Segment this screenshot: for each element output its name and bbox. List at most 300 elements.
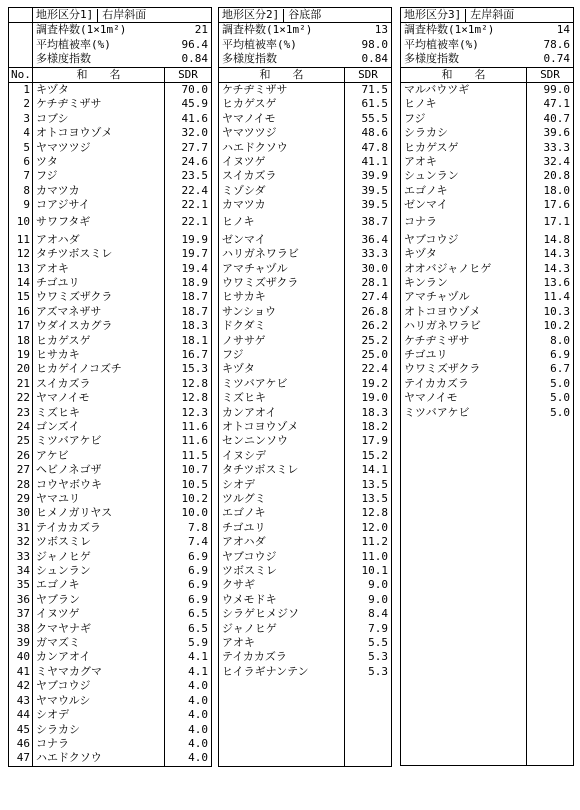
row-number: 2 [9,97,33,111]
table-row [9,169,212,183]
sdr-value: 11.6 [165,420,212,434]
blank-cell [219,751,345,766]
blank-cell [219,679,345,693]
row-number: 16 [9,305,33,319]
blank-cell [527,449,574,463]
sdr-value: 71.5 [345,83,392,98]
sdr-value: 19.9 [165,233,212,247]
species-name: ツボスミレ [222,564,277,578]
sdr-value: 7.4 [165,535,212,549]
species-name: ウワミズザクラ [222,275,299,289]
meta-label: 平均植被率(%) [36,37,111,51]
column-header-row [219,67,392,82]
species-name: ツボスミレ [36,535,91,549]
table-row [401,406,574,420]
blank-cell [401,737,527,751]
species-name: タチツボスミレ [222,463,299,477]
blank-cell [401,665,527,679]
blank-cell [401,535,527,549]
species-name: ウワミズザクラ [36,290,113,304]
empty-row [401,593,574,607]
table-row [219,362,392,376]
row-number: 24 [9,420,33,434]
meta-row [401,23,574,38]
species-name: ヒカゲスゲ [404,140,459,154]
table-row [401,377,574,391]
table-row [219,622,392,636]
table-row [219,593,392,607]
table-row [9,319,212,333]
sdr-value: 18.7 [165,305,212,319]
table-row [401,233,574,247]
row-number: 47 [9,751,33,766]
empty-row [401,549,574,563]
table-row [219,607,392,621]
sdr-value: 25.2 [345,334,392,348]
blank-cell [527,636,574,650]
table-row [219,126,392,140]
sdr-value: 17.6 [527,198,574,212]
region-label: 地形区分2] [222,8,280,21]
table-row [9,506,212,520]
table-row [9,607,212,621]
region-row [401,8,574,23]
sdr-value: 11.0 [345,550,392,564]
blank-cell [9,38,33,52]
table-row [9,155,212,169]
species-name: サワフタギ [36,215,91,229]
blank-cell [527,737,574,751]
table-row [9,126,212,140]
sdr-value: 45.9 [165,97,212,111]
row-number: 22 [9,391,33,405]
species-name: ミズヒキ [36,405,80,419]
table-row [9,198,212,212]
sdr-value: 10.5 [165,478,212,492]
species-name: イヌシデ [222,448,266,462]
sdr-value: 27.4 [345,290,392,304]
row-number: 35 [9,578,33,592]
sdr-value: 70.0 [165,83,212,98]
row-number: 23 [9,406,33,420]
table-row [9,184,212,198]
table-row [9,262,212,276]
row-number: 26 [9,449,33,463]
table-row [219,290,392,304]
sdr-value: 41.1 [345,155,392,169]
meta-label: 多様度指数 [33,52,165,67]
blank-cell [527,478,574,492]
sdr-value: 7.9 [345,622,392,636]
table-row [9,276,212,290]
sdr-value: 39.9 [345,169,392,183]
table-row [9,305,212,319]
empty-row [401,521,574,535]
species-name: エゴノキ [36,578,80,592]
species-name: ヤマウルシ [36,693,91,707]
sdr-header: SDR [165,67,212,82]
sdr-value: 11.4 [527,290,574,304]
species-name: ヤブラン [36,592,80,606]
species-name: ヒカゲスゲ [36,333,91,347]
table-row [9,578,212,592]
table-row [9,463,212,477]
meta-value: 78.6 [543,37,570,51]
sdr-value: 26.2 [345,319,392,333]
sdr-value: 4.0 [165,723,212,737]
sdr-value: 10.3 [527,305,574,319]
species-name: イヌツゲ [36,607,80,621]
sdr-header: SDR [527,67,574,82]
sdr-value: 15.3 [165,362,212,376]
species-name: ミツバアケビ [222,376,288,390]
species-name: アオハダ [222,535,266,549]
species-name: ゼンマイ [222,232,266,246]
species-name: キヅタ [222,362,255,376]
row-number: 18 [9,334,33,348]
species-name: シラカシ [36,722,80,736]
sdr-value: 55.5 [345,112,392,126]
meta-row [9,38,212,52]
sdr-value: 39.5 [345,198,392,212]
region-cell [33,8,212,23]
species-name: アズマネザサ [36,304,102,318]
blank-cell [219,708,345,722]
table-row [9,737,212,751]
blank-cell [401,549,527,563]
sdr-value: 22.1 [165,213,212,233]
blank-cell [401,593,527,607]
species-name: タチツボスミレ [36,247,113,261]
species-name: チゴユリ [36,275,80,289]
species-name: コウヤボウキ [36,477,102,491]
blank-cell [345,679,392,693]
species-name: シュンラン [36,564,91,578]
table-row [401,141,574,155]
table-row [401,276,574,290]
sdr-value: 22.1 [165,198,212,212]
blank-cell [527,593,574,607]
species-name: ヘビノネゴザ [36,463,102,477]
species-name: アオキ [404,155,437,169]
table-row [9,391,212,405]
species-name: オトコヨウゾメ [36,126,113,140]
blank-cell [527,420,574,434]
species-name: キヅタ [404,247,437,261]
region-name: 右岸斜面 [102,8,147,21]
sdr-value: 11.5 [165,449,212,463]
table-row [9,83,212,98]
sdr-value: 7.8 [165,521,212,535]
table-row [401,97,574,111]
species-name: テイカカズラ [404,376,469,390]
species-name: コナラ [404,215,437,229]
species-name: ミツバアケビ [36,434,102,448]
sdr-value: 19.4 [165,262,212,276]
table-row [401,262,574,276]
meta-label: 平均植被率(%) [404,37,479,51]
row-number: 39 [9,636,33,650]
blank-cell [345,751,392,766]
blank-cell [527,751,574,766]
row-number: 40 [9,650,33,664]
blank-cell [401,492,527,506]
species-name: ヤブコウジ [404,232,459,246]
blank-cell [345,708,392,722]
vegetation-table-left-bank [400,7,574,766]
blank-cell [401,607,527,621]
table-row [401,112,574,126]
species-name: チゴユリ [404,347,448,361]
row-number: 34 [9,564,33,578]
sdr-value: 12.0 [345,521,392,535]
empty-row [401,621,574,635]
blank-cell [9,8,33,23]
species-name: ヒサカキ [222,290,266,304]
sdr-value: 8.4 [345,607,392,621]
sdr-value: 27.7 [165,141,212,155]
species-name: クサギ [222,578,255,592]
species-name: オトコヨウゾメ [404,304,481,318]
species-name: ヤマノイモ [36,391,90,405]
species-name: ヤマユリ [36,492,80,505]
species-name: ケチヂミザサ [404,333,470,347]
blank-cell [527,650,574,664]
blank-cell [401,521,527,535]
species-name: ヒメノガリヤス [36,506,113,520]
blank-cell [527,492,574,506]
sdr-value: 11.6 [165,434,212,448]
row-number: 14 [9,276,33,290]
region-cell [401,8,574,23]
blank-cell [401,693,527,707]
table-row [401,319,574,333]
table-row [9,650,212,664]
table-row [219,169,392,183]
blank-cell [527,463,574,477]
table-row [9,141,212,155]
sdr-value: 48.6 [345,126,392,140]
sdr-value: 18.9 [165,276,212,290]
sdr-value: 5.0 [527,391,574,405]
table-row [9,679,212,693]
table-row [9,708,212,722]
sdr-value: 14.3 [527,262,574,276]
sdr-value: 18.3 [345,406,392,420]
blank-cell [401,564,527,578]
blank-cell [527,434,574,448]
table-row [219,391,392,405]
table-row [401,126,574,140]
empty-row [401,492,574,506]
table-row [219,650,392,664]
region-row [9,8,212,23]
sdr-value: 5.0 [527,406,574,420]
sdr-value: 6.7 [527,362,574,376]
sdr-value: 12.8 [165,377,212,391]
row-number: 6 [9,155,33,169]
empty-row [401,578,574,592]
table-row [401,305,574,319]
sdr-value: 25.0 [345,348,392,362]
table-row [219,463,392,477]
meta-label: 調査枠数(1×1m²) [36,23,127,37]
species-name: ウワミズザクラ [404,362,481,376]
row-number: 17 [9,319,33,333]
table-row [401,362,574,376]
blank-cell [527,564,574,578]
table-row [401,348,574,362]
row-number: 5 [9,141,33,155]
blank-cell [527,722,574,736]
meta-value: 98.0 [361,37,388,51]
species-name: ハリガネワラビ [222,247,299,261]
row-number: 12 [9,247,33,261]
row-number: 7 [9,169,33,183]
row-number: 45 [9,723,33,737]
species-name: スイカズラ [36,376,91,390]
empty-row [219,694,392,708]
blank-cell [219,694,345,708]
table-row [219,636,392,650]
sdr-value: 24.6 [165,155,212,169]
table-row [219,535,392,549]
sdr-value: 20.8 [527,169,574,183]
species-name: ジャノヒゲ [222,621,277,635]
sdr-value: 4.1 [165,650,212,664]
meta-label: 平均植被率(%) [222,37,297,51]
sdr-value: 47.8 [345,141,392,155]
sdr-value: 36.4 [345,233,392,247]
table-row [9,564,212,578]
table-row [401,213,574,233]
table-row [9,348,212,362]
species-name: エゴノキ [222,506,266,520]
empty-row [401,607,574,621]
table-row [9,406,212,420]
empty-row [401,449,574,463]
empty-row [219,708,392,722]
sdr-value: 15.2 [345,449,392,463]
species-name: ガマズミ [36,636,80,650]
table-row [9,636,212,650]
region-separator [465,9,466,22]
species-name: オオバジャノヒゲ [404,261,492,275]
row-number: 21 [9,377,33,391]
blank-cell [527,708,574,722]
row-number: 20 [9,362,33,376]
sdr-value: 26.8 [345,305,392,319]
table-row [219,83,392,98]
blank-cell [9,23,33,38]
sdr-value: 41.6 [165,112,212,126]
table-row [219,141,392,155]
species-name: ツルグミ [222,492,266,505]
sdr-value: 4.0 [165,679,212,693]
sdr-value: 6.9 [165,550,212,564]
sdr-value: 18.7 [165,290,212,304]
blank-cell [401,722,527,736]
sdr-value: 4.0 [165,708,212,722]
blank-cell [401,463,527,477]
row-number: 27 [9,463,33,477]
species-name: ミヤマカグマ [36,664,102,678]
meta-row [401,38,574,52]
empty-row [401,650,574,664]
table-row [219,97,392,111]
blank-cell [401,420,527,434]
region-label: 地形区分1] [36,8,94,21]
sdr-value: 5.3 [345,665,392,679]
blank-cell [219,722,345,736]
empty-row [401,679,574,693]
blank-cell [401,434,527,448]
sdr-value: 13.5 [345,478,392,492]
table-row [401,169,574,183]
species-name: コブシ [36,111,69,125]
empty-row [401,420,574,434]
sdr-value: 33.3 [345,247,392,261]
row-number: 43 [9,694,33,708]
sdr-value: 5.3 [345,650,392,664]
blank-cell [345,737,392,751]
sdr-value: 23.5 [165,169,212,183]
sdr-value: 61.5 [345,97,392,111]
table-row [401,334,574,348]
sdr-value: 9.0 [345,578,392,592]
row-number: 37 [9,607,33,621]
empty-row [219,737,392,751]
table-row [9,665,212,679]
empty-row [219,679,392,693]
sdr-value: 4.0 [165,737,212,751]
sdr-value: 12.3 [165,406,212,420]
sdr-value: 14.8 [527,233,574,247]
species-name: キヅタ [36,83,69,97]
sdr-value: 10.1 [345,564,392,578]
sdr-value: 6.5 [165,607,212,621]
species-name: アオハダ [36,232,80,246]
species-name: フジ [404,111,426,125]
region-label: 地形区分3] [404,8,462,21]
table-row [219,420,392,434]
species-name: ジャノヒゲ [36,549,91,563]
table-row [9,478,212,492]
row-number: 3 [9,112,33,126]
blank-cell [345,694,392,708]
table-row [219,247,392,261]
sdr-value: 22.4 [345,362,392,376]
species-name: キンラン [404,275,448,289]
sdr-value: 40.7 [527,112,574,126]
species-name: クマヤナギ [36,621,91,635]
table-row [219,406,392,420]
empty-row [401,693,574,707]
species-name: アオキ [222,636,255,650]
row-number: 29 [9,492,33,506]
sdr-value: 33.3 [527,141,574,155]
name-header: 和 名 [219,67,345,82]
meta-value: 21 [194,23,208,37]
row-number: 42 [9,679,33,693]
blank-cell [401,751,527,766]
table-row [219,305,392,319]
meta-label: 多様度指数 [219,52,345,67]
species-name: シュンラン [404,169,459,183]
species-name: サンショウ [222,304,276,318]
species-name: ミツバアケビ [404,405,470,419]
species-name: オトコヨウゾメ [222,419,299,433]
